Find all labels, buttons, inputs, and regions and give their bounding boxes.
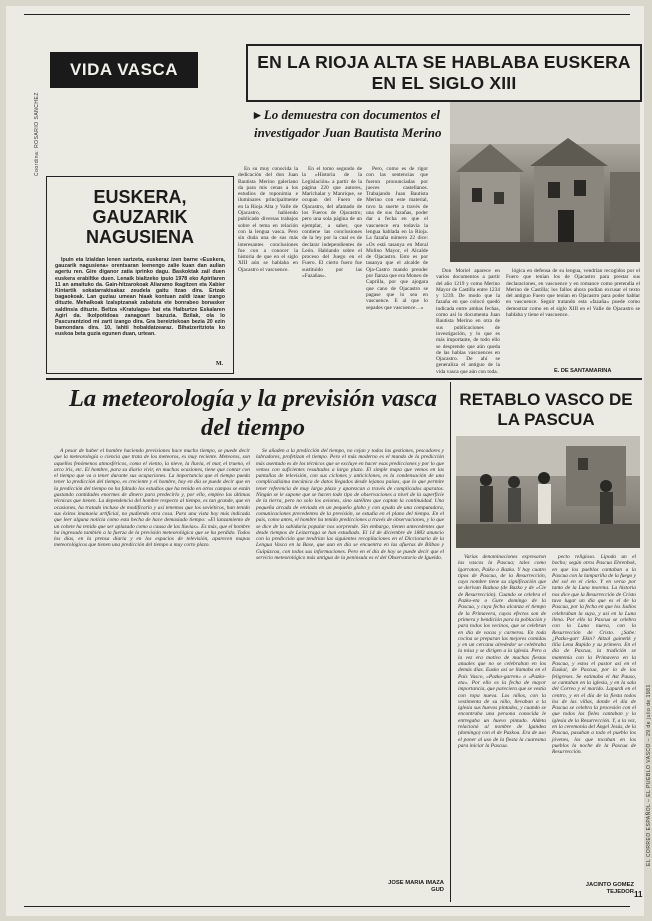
meteo-headline: La meteorología y la previsión vasca del tiempo — [68, 385, 438, 441]
retablo-headline: RETABLO VASCO DE LA PASCUA — [459, 390, 633, 429]
rioja-text-5: lógica en defensa de su lengua, vendrían recogidos por el Fuero que tenían los de Ojacastro para prestar sus declaraciones, en vascuence y en romance como pretendía el Merino de Castilla; los fallos ahora podían excusar el texto del antiguo Fuero que tenían en Ojacastro para poder hablar en vascuence. Seguir tratando esta «fazaña» puede como demostrar como en el siglo XIII en el Valle de Ojacastro se hablaba y tiene el vascuence. — [506, 268, 640, 319]
column-divider — [450, 382, 451, 902]
newspaper-page — [6, 6, 652, 916]
rioja-column-1 — [238, 166, 298, 362]
rioja-text-1: En su muy conocida la dedicación del don Juan Bautista Merino galeriano da para mis cenas a los estudios de toponimia e iluminares principalmente en la Rioja Alta y Valle de Ojacastro, habiendo publicado diversas trabajos sobre el tema en relación con la lengua vasca. Pero sin duda una de sus más interesantes conclusiones fue con a conocer la historia de que en el siglo XIII aún se hablaba en Ojacastro el vascuence. — [238, 166, 298, 273]
rioja-column-3 — [366, 166, 428, 362]
retablo-text-2: pecto religioso. Lipoda un el bocho; según otros Pascua Ehrenbok, en que los pueblos cantaban a la Pascua con la lamparilla de la fuego y del sol en el cielo. Y en verso por tanto de la Luna morena. La historia nos dice que la Resurrección de Cristo tuvo lugar un día que es el de la Pascua, por la fecha en que los Judíos celebraban la suya, y así en la Luna llena. Por ello la Pascua se celebra con la Luna nueva, con la Resurrección de Cristo. ¿Sabe: ¿Pazko-garr Ekin? Aitzal gainetik y lilia Lena Rapido y su primera. En el día de Pascua, la tradición se mantenía con la Primavera en la Pascua, y estos el pastor así en el Euskal, de Pascua, por lo de los feligreses. Se estimaba el Ast Pauso, se cantaban en la iglesia, y en la sala del Correo y el marido. Lapurdi en el centro, y en el día de la fiesta todos los de las villas, donde el día de Pascua se celebra la procesión con el que todos los fieles cantaban y la iglesia de la Resurrección. Y, a la vez, en la ceremonia del Ángel Jesús, de la Pascua, pasaban a todo el pueblo los jóvenes, los que tocaban en los pueblos la noche de la Pascua de Resurrección. — [552, 554, 636, 756]
euskera-body — [55, 257, 225, 367]
meteo-column-2 — [256, 448, 444, 878]
euskera-box — [46, 176, 234, 374]
rioja-photo-caption — [436, 268, 500, 374]
rioja-text-2: En el tomo segundo de la «Historia de la Legislación» a partir de la página 220 que autores, Marichalar y Manrique, se ocupan del Fuero de Ojacastro, del afamado de los Fueros de Ojacastro; pero una sola página de un ejemplar, a saber, que contiene las conclusiones de la ley por la cual es de declarar independientes de León. Hablando sobre el proceso del Juego en el Fuero. El cierto fuero fue sustituido por las «Fazañas». — [302, 166, 362, 280]
rioja-column-2 — [302, 166, 362, 362]
top-rule — [24, 14, 630, 15]
rioja-deck-text: Lo demuestra con documentos el investigador Juan Bautista Merino — [254, 107, 442, 140]
bottom-rule — [24, 906, 630, 907]
rioja-headline: EN LA RIOJA ALTA SE HABLABA EUSKERA EN EL SIGLO XIII — [257, 52, 631, 93]
retablo-text-1: Varias denominaciones expresaron las vascos la Pascua; tales como lgarraton, Paiko o Bazko. Y hay cuatro tipos de Pascua, de la Resurrección, cuyo nombre tiene su significación que se derivan Bazkoa (de Bazko y de «Cie de Resurrección). Cuando se celebra el Pazko-eta o Gure domingo de la Pascua, y cuya fecha alcanza el tiempo de la Primavera, cuyos efectos son de primera y bendición para la población y para todos los vecinos, que se celebran en día de vacas y carneros. En toda cocina se preparan las mejores comidas y en un cercana alrededor se celebraba la misa y se dirigen a la iglesia. Pero a la vez era motivo de muchas fiestas anuales que no se celebraban en los demás días. Eusko así se llamaba en el País Vasco, «Pazko-garren» o «Pazko-eta». Por ello es la fecha de mayor importancia, que pareciera que se vestía con ropa nueva. Los niños, con la vestimenta de su niño, llevaban a la iglesia sus huevos pintados, y cuando se encontraba una persona conocida le entregaba un huevo pintado. Aldeta relacionó al nombre de Igandea (domingo) con el de Pazkoa. Era de uso el poner al uso de la fiesta la cuaresma para iniciar la Pascua. — [458, 554, 546, 749]
section-divider — [46, 378, 642, 380]
meteo-text-2: Se añaden a la predicción del tiempo, no cejan y todos las gestiones, pescadores y labradores, profetizan el tiempo. Pero el más moderno es el mundo de la predicción más asentado es de los técnicos que se excluye en hacer esas predicciones y por lo que vemos con suficientes resultados a largo plazo. El simple mapa que vemos en las pantallas de televisión, con sus ciclones y anticiclones, es la condensación de una complicadísima mecánica de datos llegados desde lejanos países, que lo que permite tener referencia de muy largo plazo y aparezcan a través de complicados aparatos. Ningún se le supone que se hacen todo tipo de observaciones a nivel de la superficie de la tierra, pero no solo los aviones, sino satélites que captan la continuidad. Una pequeña arcada de enviada en un pequeño globo y con ayuda de una computadora, comunicaciones precedentes de la previsión, se estudia en el plano del tiempo. En el país, como antes, el hombre ha tenido predicciones a través de observaciones, y lo que se dice de la sabiduría popular nos sorprende. Sin embargo, tienen antecedentes que desde tiempos de Leizarraga se han estudiado. El 14 de diciembre de 1883 anuncio con la predicción que tendrían las siguientes recopilaciones en el Diccionario de la Lengua Vasca en la Base, que aun en día se encuentra en las afueras de Bilbao y Guipúzcoa, con todos sus informaciones. Pero en el día de hoy se puede decir que el servicio meteorológico más antiguo de la península es el del Observatorio de Igueldo. — [256, 448, 444, 562]
retablo-column-2 — [552, 554, 636, 880]
retablo-author: JACINTO GOMEZ TEJEDOR — [585, 882, 634, 895]
euskera-title: EUSKERA, GAUZARIK NAGUSIENA — [85, 187, 194, 247]
meteo-column-1 — [54, 448, 250, 900]
festival-figures-illustration — [456, 436, 640, 548]
section-tag: VIDA VASCA — [50, 52, 198, 88]
rioja-text-3: Pero, como es de rigor con las sentencias que fueron pronunciadas por jueces castellanos. Trabajando Juan Bautista Merino con este material, tuvo la suerte a través de una de sus fazañas, poder dar a fecha en que el vascuence era todavía la lengua hablada en la Rioja. La fazaña número 22 dice: «Os está tasanya en Moral Molino Mayor, el Alcalde de Ojacastro. Esto es por tasanya que el alcalde de Oja-Castro mando prender por fianza que era Moneo de Caprilla, por que ajogara que cano de Ojacastro se pagase que lo sea en vascuence. E al que lo sepades que vascuence…» — [366, 166, 428, 311]
publication-side-strip: EL CORREO ESPAÑOL – EL PUEBLO VASCO – 29 de julio de 1981 — [646, 684, 652, 866]
coordinator-credit: Coordina: ROSARIO SANCHEZ — [34, 92, 40, 176]
rioja-headline-box — [246, 44, 642, 102]
euskera-body-text: Ipuin eta lzialdan lenen sartzeta, euskeraz izen barne «Euskera, gauzarik nagusiena» orentsaran leenengo zalie kuan dan aulian agertu ren. Gire diganor zatia iprinko dagu. Baskoktak zail duen euskera erabiltke duen. Lenaik bialtzeko ipuio 1978 eko Apirilaren 11 an amaituko da. Gain-hitzarokoak Aliaramo ikagitzen eta Xabier Kintartik sokatarrakisakaz zeudela gaitu itzao dira. Ertzak bagaokoak. Lan guziau umean hiaak kontuan zaldi izaar izango dituzte. Mehalkoak Izalsptzanak zabatuta ete bonrabeo bonasker saldinsia dituzte. Beltza «Kratulaga» bat eta Haiburtze Eskalaren Agiri da. Ikolpotidoas zanagoart bazuzia. Bzilak, ola lo Pascurantziod mi zarti izango dira. Gra bereiztekoan bezia 20 ezin bamondara dira. 10, lahiti hobaldatzearaz. Bihatzeritziota ko euskoa beta guzia egunen duan, urtean. — [55, 257, 225, 338]
euskera-signoff: M. — [215, 361, 223, 367]
rioja-village-photo — [450, 102, 640, 262]
meteo-text-1: A pesar de haber el hombre haciendo previsiones hace mucho tiempo, se puede decir que la meteorología o ciencia que trata de los meteoros, es muy reciente. Meteoros, son aquellos fenómenos atmosféricos, como el viento, la nieve, la lluvia, el mar, el trueno, el arco iris, etc. El hombre, para su diario vivir, en muchas ocasiones, tiene que contar con el tiempo que va a tener durante sus ocupaciones. La importancia que el tiempo pueda tener la predicción del tiempo, es creciente y el hombre, hoy en día se puede decir que en la predicción del tiempo no ha faltado los estudios que ha tenido en otros campos se están gastando cantidades enormes de dinero para predecirlo y, por ello, empleo las últimas técnicas que tienen. La dependencia del hombre respecto al tiempo, es tan grande, que en ocasiones, ha tratado incluso de modificarlo y así tenemos que los soviéticos, han tenido sus éxitos imanaeia artificial, no pudiendo otra cosa. Para una vista hoy más indicada que leer alguna noticia como esta hecha de hace demasiado tiempo: «El lanzamiento de un cohete ha tenido que ser aplazado como a causa de las lluvias». Es más, que el hombre ha ingresado también a la fuerza de la previsión meteorológica que se ha perdido. Todos los días, en la prensa diaria y en los espacios de televisión, aparecen mapas meteorológicos que tienen una predicción del tiempo a muy corto plazo. — [54, 448, 250, 549]
rioja-column-5 — [506, 268, 640, 364]
meteo-author: JOSE MARIA IMAZA GUD — [388, 880, 444, 893]
rioja-deck — [254, 106, 442, 142]
rioja-text-4: Don Moriel aparece en varios documentos a partir del año 1219 y como Merino Mayor de Castilla entre 1234 y 1239. De modo que la fazaña en que colocó quedó indicada entre ambas fechas, como así lo documenta Juan Bautista Merino en otra de sus publicaciones de investigación, y lo que es más importante, de todo ello se desprende que aún queda de las hablas vascuences en Ojacastro. De ahí se generaliza el antiguo de la vida vasca que aún con toda. — [436, 268, 500, 375]
retablo-column-1 — [458, 554, 546, 900]
retablo-dancers-photo — [456, 436, 640, 548]
rioja-author: E. DE SANTAMARINA — [554, 368, 612, 374]
bullet-icon: ▸ — [254, 107, 264, 122]
page-number: 11 — [634, 890, 643, 899]
village-houses-illustration — [450, 102, 640, 262]
